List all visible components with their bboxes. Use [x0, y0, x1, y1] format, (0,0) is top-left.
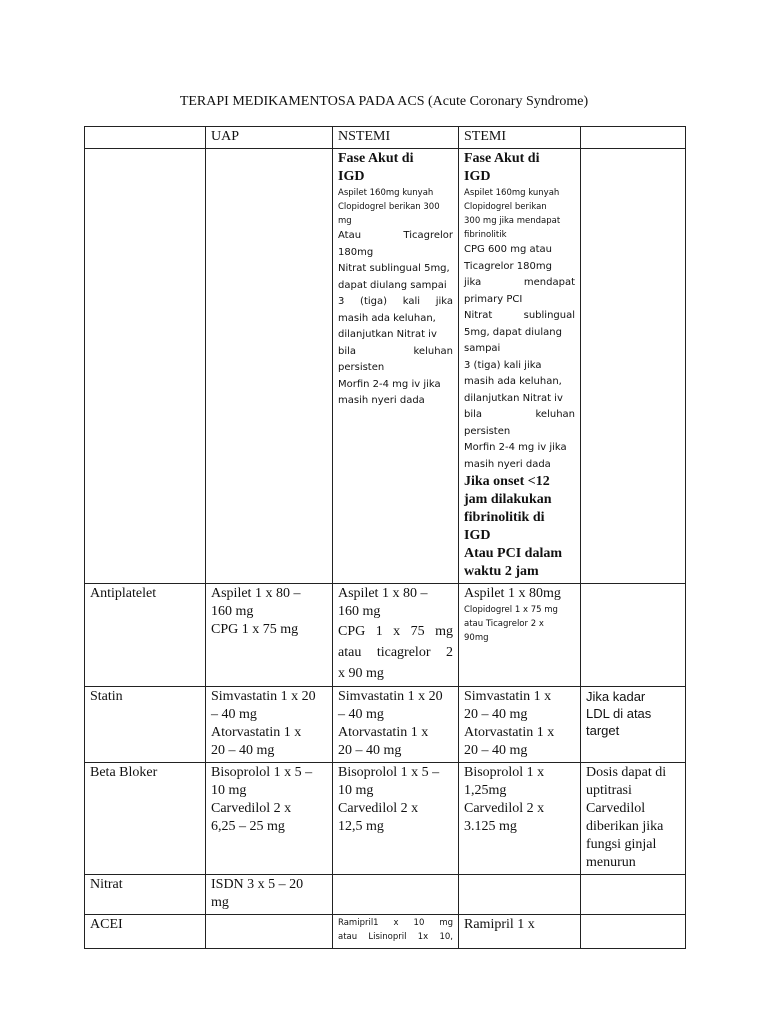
- antiplatelet-nstemi-line: 160 mg: [338, 604, 381, 619]
- acei-stemi-cell: [459, 915, 581, 949]
- antiplatelet-nstemi-line: x 90 mg: [338, 666, 384, 681]
- antiplatelet-stemi-cell: [459, 584, 581, 687]
- header-cell-uap: UAP: [206, 127, 333, 149]
- beta-bloker-uap-cell: [206, 763, 333, 875]
- antiplatelet-row: [85, 584, 686, 687]
- statin-uap-cell: [206, 687, 333, 763]
- beta-bloker-note-line: Dosis dapat di: [586, 765, 667, 780]
- acei-label: ACEI: [85, 915, 206, 949]
- document-title: TERAPI MEDIKAMENTOSA PADA ACS (Acute Coronary Syndrome): [179, 94, 589, 109]
- nitrat-stemi-cell: [459, 875, 581, 915]
- fase-akut-stemi-cell: [459, 149, 581, 584]
- statin-stemi-line: 20 – 40 mg: [464, 707, 528, 722]
- statin-uap-line: – 40 mg: [211, 707, 257, 722]
- statin-nstemi-cell: [333, 687, 459, 763]
- stemi-line: primary PCI: [464, 293, 523, 305]
- fase-akut-nstemi-heading: Fase Akut di IGD: [338, 151, 414, 184]
- fase-akut-stemi-heading: Fase Akut di IGD: [464, 151, 540, 184]
- antiplatelet-uap-line: Aspilet 1 x 80 –: [211, 586, 301, 601]
- statin-stemi-line: Atorvastatin 1 x: [464, 725, 555, 740]
- statin-row: [85, 687, 686, 763]
- antiplatelet-uap-cell: [206, 584, 333, 687]
- antiplatelet-label: Antiplatelet: [85, 584, 206, 687]
- acei-row: [85, 915, 686, 949]
- statin-uap-line: Atorvastatin 1 x: [211, 725, 302, 740]
- therapy-table: [84, 126, 686, 949]
- antiplatelet-nstemi-line: Aspilet 1 x 80 –: [338, 586, 428, 601]
- stemi-line: Nitrat sublingual: [464, 310, 575, 321]
- stemi-line: Ticagrelor 180mg: [464, 260, 552, 272]
- stemi-bold-line: Jika onset <12: [464, 474, 550, 489]
- statin-note-line: LDL di atas: [586, 706, 652, 721]
- stemi-line: dilanjutkan Nitrat iv: [464, 392, 563, 404]
- beta-bloker-nstemi-line: Carvedilol 2 x: [338, 801, 419, 816]
- statin-note-line: target: [586, 723, 620, 738]
- fase-akut-uap-cell: [206, 149, 333, 584]
- header-row: [85, 127, 686, 149]
- nitrat-uap-cell: [206, 875, 333, 915]
- stemi-line: sampai: [464, 343, 501, 354]
- statin-uap-line: Simvastatin 1 x 20: [211, 689, 316, 704]
- stemi-line: masih ada keluhan,: [464, 376, 562, 387]
- stemi-line: 5mg, dapat diulang: [464, 326, 562, 338]
- nstemi-line: Atau Ticagrelor: [338, 230, 453, 241]
- stemi-line: masih nyeri dada: [464, 458, 551, 470]
- nstemi-small-line: Clopidogrel berikan 300 mg: [338, 202, 440, 226]
- beta-bloker-note-line: Carvedilol: [586, 801, 646, 816]
- fase-akut-nstemi-cell: [333, 149, 459, 584]
- nitrat-uap-line: mg: [211, 895, 229, 910]
- nstemi-line: persisten: [338, 362, 385, 373]
- acei-nstemi-line: atau Lisinopril 1x 10,: [338, 932, 453, 942]
- antiplatelet-stemi-small: atau Ticagrelor 2 x: [464, 619, 544, 629]
- nitrat-uap-line: ISDN 3 x 5 – 20: [211, 877, 304, 892]
- beta-bloker-note-line: uptitrasi: [586, 783, 632, 798]
- fase-akut-note-cell: [581, 149, 686, 584]
- beta-bloker-stemi-line: Carvedilol 2 x: [464, 801, 545, 816]
- antiplatelet-uap-line: CPG 1 x 75 mg: [211, 622, 299, 637]
- statin-nstemi-line: 20 – 40 mg: [338, 743, 402, 758]
- stemi-line: jika mendapat: [464, 277, 575, 288]
- beta-bloker-nstemi-line: 12,5 mg: [338, 819, 384, 834]
- nitrat-label: Nitrat: [85, 875, 206, 915]
- beta-bloker-row: [85, 763, 686, 875]
- stemi-line: Morfin 2-4 mg iv jika: [464, 442, 567, 453]
- header-cell-note: [581, 127, 686, 149]
- nitrat-row: [85, 875, 686, 915]
- statin-label: Statin: [85, 687, 206, 763]
- beta-bloker-uap-line: 6,25 – 25 mg: [211, 819, 285, 834]
- antiplatelet-stemi-small: 90mg: [464, 633, 489, 643]
- nitrat-note-cell: [581, 875, 686, 915]
- statin-note-cell: [581, 687, 686, 763]
- beta-bloker-uap-line: Bisoprolol 1 x 5 –: [211, 765, 313, 780]
- stemi-small-line: Clopidogrel berikan: [464, 202, 547, 212]
- antiplatelet-nstemi-cell: [333, 584, 459, 687]
- antiplatelet-nstemi-line: atau ticagrelor 2: [338, 645, 453, 660]
- statin-nstemi-line: – 40 mg: [338, 707, 384, 722]
- stemi-line: 3 (tiga) kali jika: [464, 359, 542, 371]
- beta-bloker-note-line: fungsi ginjal: [586, 837, 657, 852]
- stemi-small-line: Aspilet 160mg kunyah: [464, 188, 560, 198]
- beta-bloker-nstemi-line: 10 mg: [338, 783, 374, 798]
- stemi-line: bila keluhan: [464, 409, 575, 420]
- beta-bloker-stemi-line: 3.125 mg: [464, 819, 517, 834]
- stemi-bold-line: jam dilakukan: [464, 492, 552, 507]
- header-cell-empty: [85, 127, 206, 149]
- statin-note-line: Jika kadar: [586, 689, 646, 704]
- header-cell-nstemi: NSTEMI: [333, 127, 459, 149]
- beta-bloker-stemi-cell: [459, 763, 581, 875]
- stemi-bold-line: fibrinolitik di: [464, 510, 545, 525]
- stemi-line: persisten: [464, 425, 511, 437]
- beta-bloker-nstemi-line: Bisoprolol 1 x 5 –: [338, 765, 440, 780]
- beta-bloker-uap-line: 10 mg: [211, 783, 247, 798]
- nstemi-small-line: Aspilet 160mg kunyah: [338, 188, 434, 198]
- antiplatelet-note-cell: [581, 584, 686, 687]
- nstemi-line: bila keluhan: [338, 345, 453, 357]
- acei-uap-cell: [206, 915, 333, 949]
- fase-akut-label-cell: [85, 149, 206, 584]
- fase-akut-row: [85, 149, 686, 584]
- beta-bloker-stemi-line: 1,25mg: [464, 783, 507, 798]
- header-cell-stemi: STEMI: [459, 127, 581, 149]
- beta-bloker-uap-line: Carvedilol 2 x: [211, 801, 292, 816]
- nstemi-line: 180mg: [338, 246, 374, 258]
- nstemi-line: Morfin 2-4 mg iv jika: [338, 378, 441, 390]
- beta-bloker-stemi-line: Bisoprolol 1 x: [464, 765, 545, 780]
- stemi-bold-line: Atau PCI dalam: [464, 546, 563, 561]
- antiplatelet-nstemi-line: CPG 1 x 75 mg: [338, 624, 453, 639]
- nstemi-line: masih nyeri dada: [338, 395, 425, 406]
- nstemi-line: dilanjutkan Nitrat iv: [338, 329, 437, 340]
- beta-bloker-note-line: menurun: [586, 855, 636, 870]
- beta-bloker-label: Beta Bloker: [85, 763, 206, 875]
- antiplatelet-stemi-small: Clopidogrel 1 x 75 mg: [464, 605, 558, 615]
- nstemi-line: 3 (tiga) kali jika: [338, 296, 453, 307]
- antiplatelet-stemi-main: Aspilet 1 x 80mg: [464, 586, 561, 601]
- statin-stemi-cell: [459, 687, 581, 763]
- nstemi-line: masih ada keluhan,: [338, 312, 436, 324]
- beta-bloker-note-line: diberikan jika: [586, 819, 664, 834]
- stemi-bold-line: waktu 2 jam: [464, 564, 539, 579]
- stemi-small-line: 300 mg jika mendapat: [464, 216, 561, 226]
- nstemi-line: Nitrat sublingual 5mg,: [338, 263, 450, 274]
- antiplatelet-uap-line: 160 mg: [211, 604, 254, 619]
- beta-bloker-nstemi-cell: [333, 763, 459, 875]
- stemi-line: CPG 600 mg atau: [464, 244, 552, 255]
- statin-nstemi-line: Simvastatin 1 x 20: [338, 689, 443, 704]
- beta-bloker-note-cell: [581, 763, 686, 875]
- stemi-bold-line: IGD: [464, 528, 491, 543]
- acei-nstemi-cell: [333, 915, 459, 949]
- stemi-small-line: fibrinolitik: [464, 230, 507, 240]
- statin-nstemi-line: Atorvastatin 1 x: [338, 725, 429, 740]
- acei-stemi-line: Ramipril 1 x: [464, 917, 535, 932]
- nitrat-nstemi-cell: [333, 875, 459, 915]
- statin-stemi-line: Simvastatin 1 x: [464, 689, 552, 704]
- nstemi-line: dapat diulang sampai: [338, 279, 447, 291]
- acei-note-cell: [581, 915, 686, 949]
- statin-uap-line: 20 – 40 mg: [211, 743, 275, 758]
- acei-nstemi-line: Ramipril1 x 10 mg: [338, 918, 453, 928]
- statin-stemi-line: 20 – 40 mg: [464, 743, 528, 758]
